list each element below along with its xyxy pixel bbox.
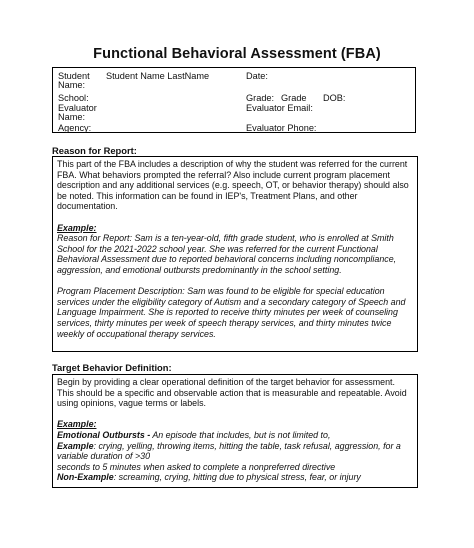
agency-label: Agency: bbox=[58, 123, 92, 133]
outbursts-definition bbox=[57, 430, 413, 441]
reason-box bbox=[52, 156, 418, 352]
evaluator-email-label: Evaluator Email: bbox=[246, 103, 313, 113]
outbursts-label: Emotional Outbursts - bbox=[57, 429, 151, 440]
target-heading: Target Behavior Definition: bbox=[52, 362, 172, 373]
school-label: School: bbox=[58, 93, 89, 103]
grade-value: Grade bbox=[281, 93, 307, 103]
dob-label: DOB: bbox=[323, 93, 346, 103]
date-label: Date: bbox=[246, 71, 268, 81]
target-box bbox=[52, 374, 418, 488]
student-name-value: Student Name LastName bbox=[106, 71, 210, 81]
document-title: Functional Behavioral Assessment (FBA) bbox=[93, 46, 381, 62]
duration-line: seconds to 5 minutes when asked to complete a nonpreferred directive bbox=[57, 461, 336, 472]
nonexample-definition bbox=[57, 472, 413, 483]
target-example-heading: Example: bbox=[57, 419, 97, 430]
example-definition bbox=[57, 441, 413, 462]
reason-example-heading: Example: bbox=[57, 222, 97, 233]
target-intro: Begin by providing a clear operational definition of the target behavior for assessment. This should be a specific and observable action that is measurable and repeatable. Avoid using opinions, vague terms or labels. bbox=[57, 377, 407, 409]
student-name-label: Student Name: bbox=[58, 71, 90, 91]
reason-intro: This part of the FBA includes a description of why the student was referred for the current FBA. What behaviors prompted the referral? Also include current program placement description and any additional services (e.g. speech, OT, or behavior therapy) should also be noted. This information can be found in IEP's, Treatment Plans, and other documentation. bbox=[57, 159, 409, 212]
example-text: : crying, yelling, throwing items, hitting the table, task refusal, aggression, for a variable duration of >30 bbox=[57, 440, 401, 462]
placement-example-text: Program Placement Description: Sam was found to be eligible for special education services under the eligibility category of Autism and a secondary category of Speech and Language Impairment. She is reported to receive thirty minutes per week of counseling services, thirty minutes per week of speech therapy services, and thirty minutes twice weekly of occupational therapy services. bbox=[57, 286, 406, 339]
example-label: Example bbox=[57, 440, 94, 451]
evaluator-name-label: Evaluator Name: bbox=[58, 103, 97, 123]
evaluator-phone-label: Evaluator Phone: bbox=[246, 123, 317, 133]
nonexample-text: : screaming, crying, hitting due to physical stress, fear, or injury bbox=[113, 472, 361, 483]
grade-label: Grade: bbox=[246, 93, 275, 103]
reason-example-text: Reason for Report: Sam is a ten-year-old, fifth grade student, who is enrolled at Smith School for the 2021-2022 school year. She was referred for the current Functional Behavioral Assessment due to reported behavioral concerns including noncompliance, aggression, and emotional outbursts predominantly in the school setting. bbox=[57, 233, 397, 275]
nonexample-label: Non-Example bbox=[57, 472, 114, 483]
reason-heading: Reason for Report: bbox=[52, 145, 137, 156]
student-info-table bbox=[52, 67, 416, 133]
outbursts-text: An episode that includes, but is not limited to, bbox=[150, 429, 331, 440]
